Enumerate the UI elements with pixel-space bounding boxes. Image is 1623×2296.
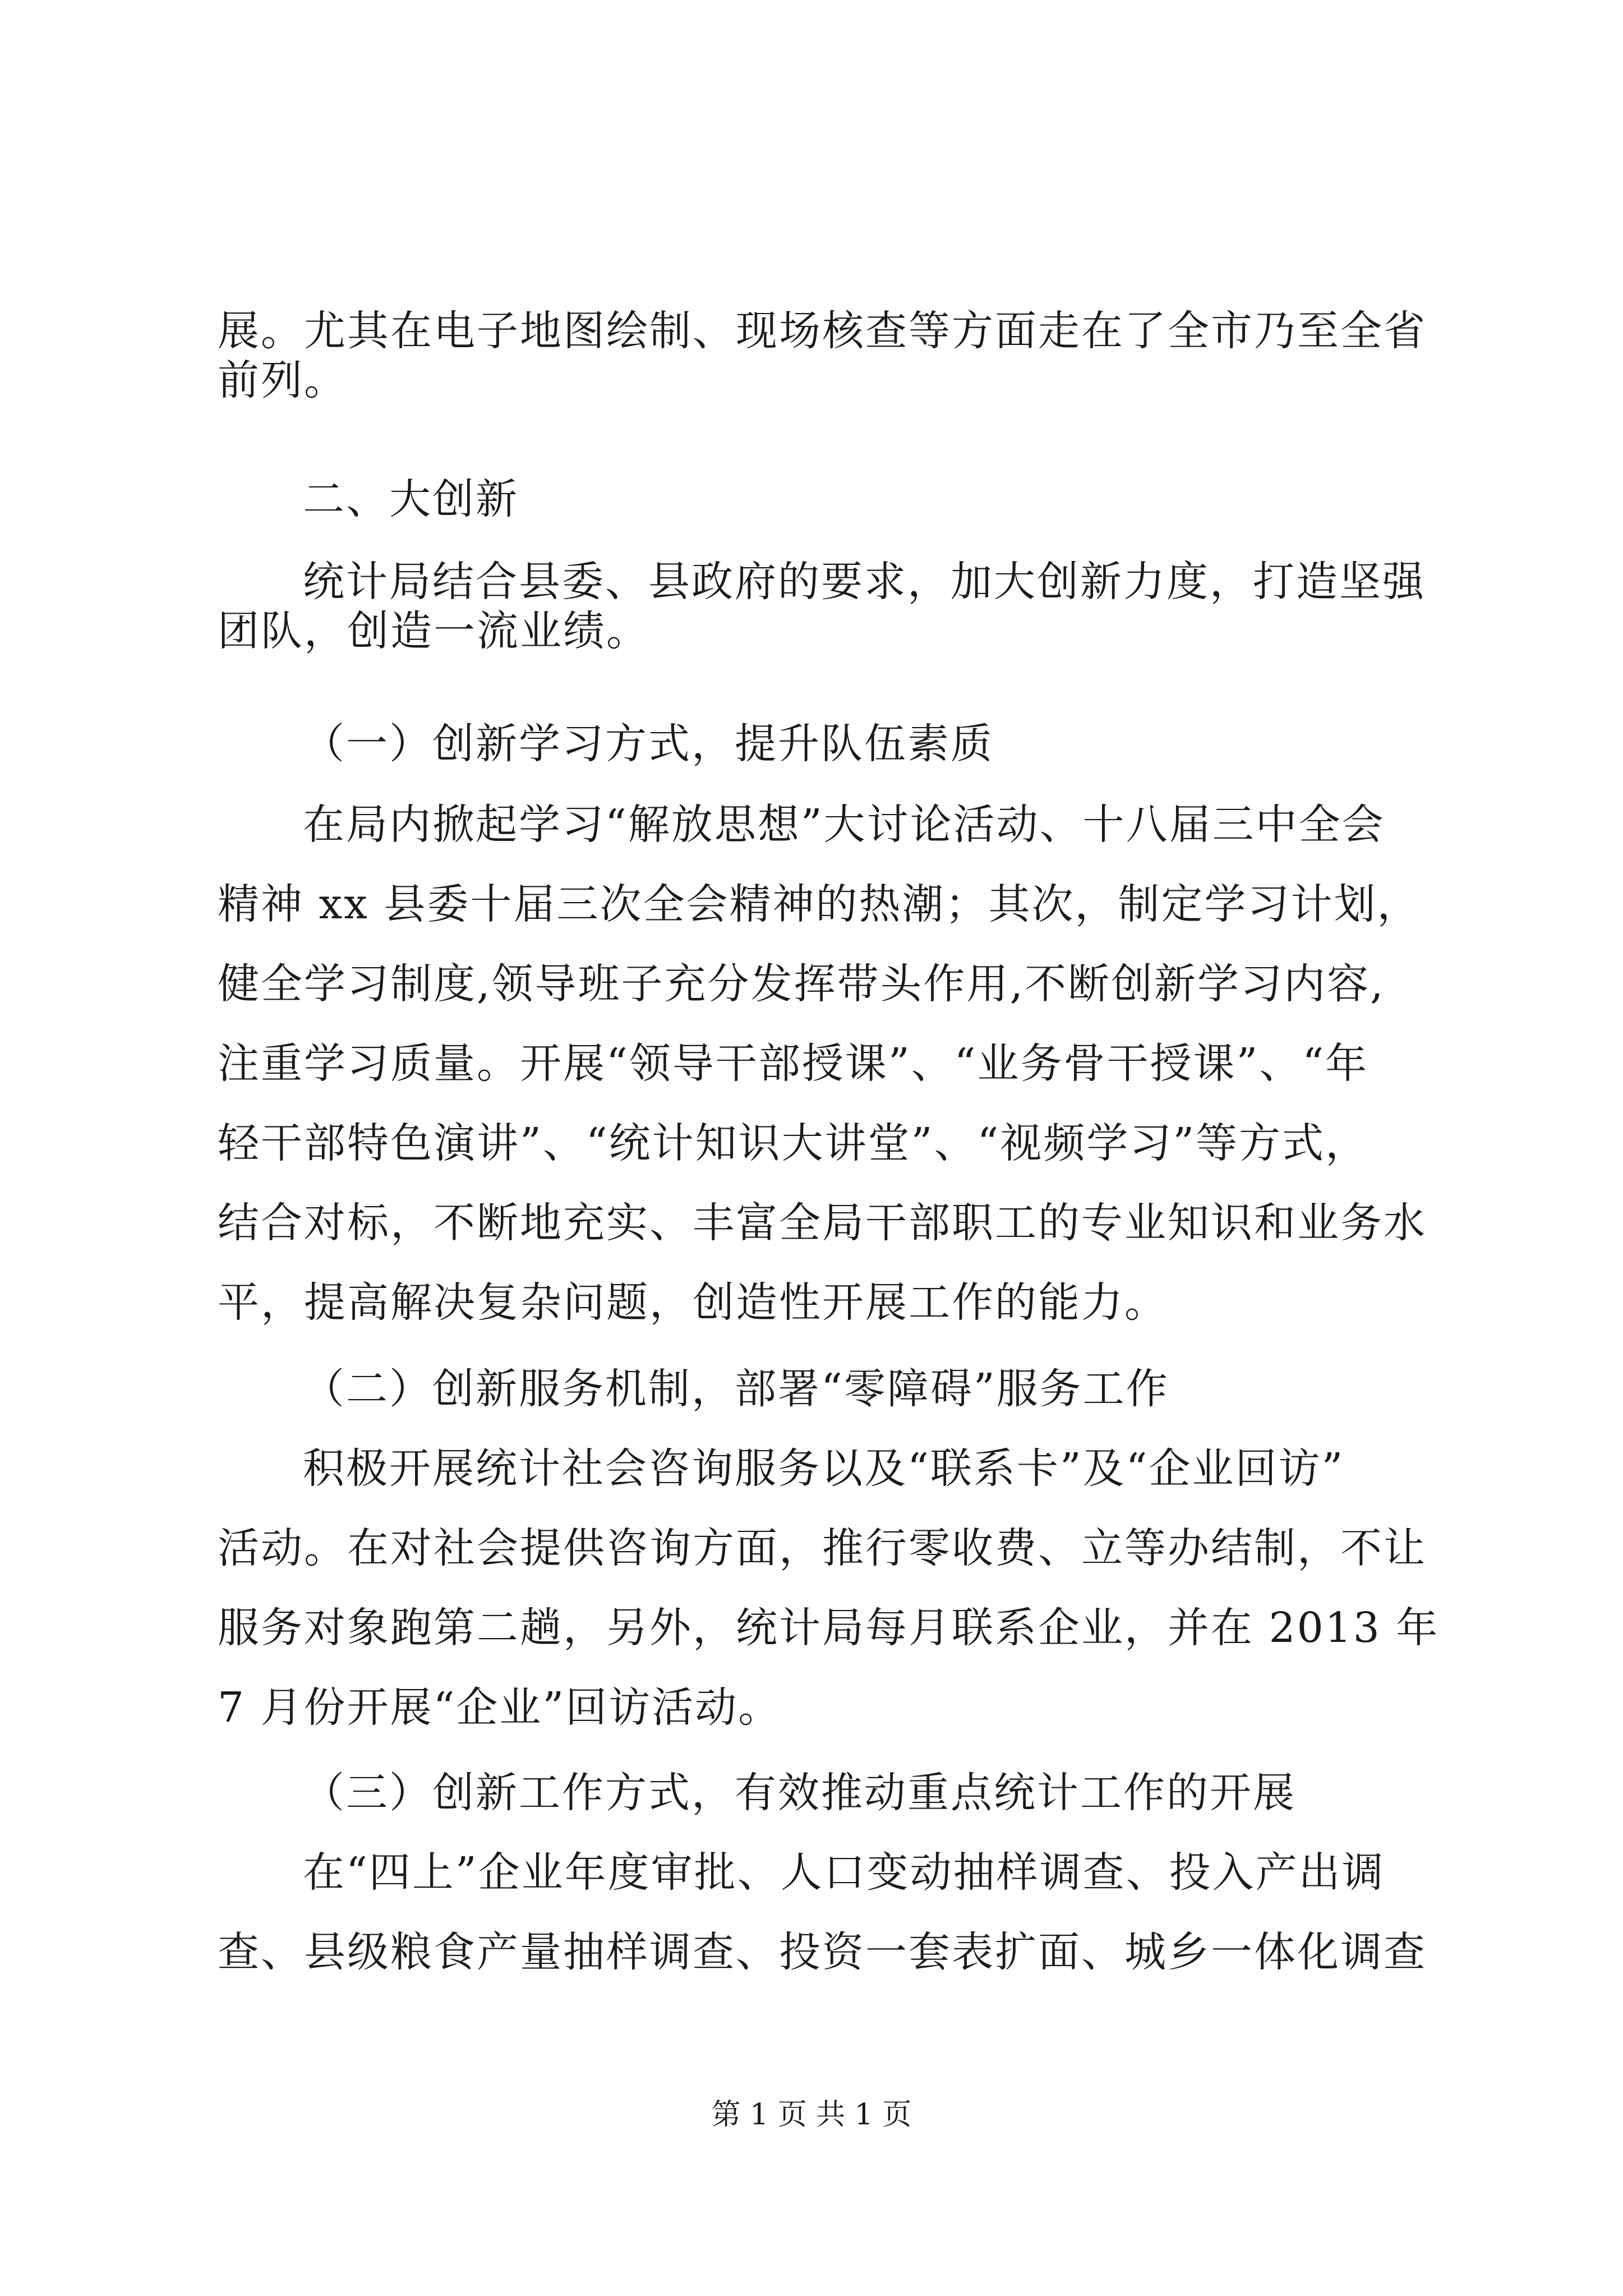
paragraph-first-line: 在“四上”企业年度审批、人口变动抽样调查、投入产出调 xyxy=(303,1848,1385,1897)
paragraph-first-line: 统计局结合县委、县政府的要求，加大创新力度，打造坚强 xyxy=(303,558,1426,606)
text-line: 注重学习质量。开展“领导干部授课”、“业务骨干授课”、“年 xyxy=(218,1039,1369,1088)
section-heading: 二、大创新 xyxy=(303,475,519,523)
text-line: 活动。在对社会提供咨询方面，推行零收费、立等办结制，不让 xyxy=(218,1524,1427,1572)
text-line: 健全学习制度,领导班子充分发挥带头作用,不断创新学习内容, xyxy=(218,960,1385,1008)
text-line: 前列。 xyxy=(218,356,347,404)
text-line: 查、县级粮食产量抽样调查、投资一套表扩面、城乡一体化调查 xyxy=(218,1928,1427,1976)
text-line: 服务对象跑第二趟，另外，统计局每月联系企业，并在 2013 年 xyxy=(218,1604,1440,1652)
subsection-heading: （三）创新工作方式，有效推动重点统计工作的开展 xyxy=(303,1769,1296,1817)
text-line: 团队，创造一流业绩。 xyxy=(218,607,649,655)
subsection-heading: （一）创新学习方式，提升队伍素质 xyxy=(303,720,994,768)
text-line: 7 月份开展“企业”回访活动。 xyxy=(218,1683,782,1732)
paragraph-first-line: 积极开展统计社会咨询服务以及“联系卡”及“企业回访” xyxy=(303,1444,1345,1493)
text-line: 展。尤其在电子地图绘制、现场核查等方面走在了全市乃至全省 xyxy=(218,307,1427,355)
subsection-heading: （二）创新服务机制，部署“零障碍”服务工作 xyxy=(303,1365,1169,1413)
paragraph-first-line: 在局内掀起学习“解放思想”大讨论活动、十八届三中全会 xyxy=(303,800,1385,849)
page-footer: 第 1 页 共 1 页 xyxy=(711,2098,912,2132)
text-line: 轻干部特色演讲”、“统计知识大讲堂”、“视频学习”等方式， xyxy=(218,1119,1369,1167)
text-line: 结合对标，不断地充实、丰富全局干部职工的专业知识和业务水 xyxy=(218,1199,1427,1247)
text-line: 平，提高解决复杂问题，创造性开展工作的能力。 xyxy=(218,1278,1168,1327)
text-line: 精神 xx 县委十届三次全会精神的热潮；其次，制定学习计划， xyxy=(218,880,1421,928)
